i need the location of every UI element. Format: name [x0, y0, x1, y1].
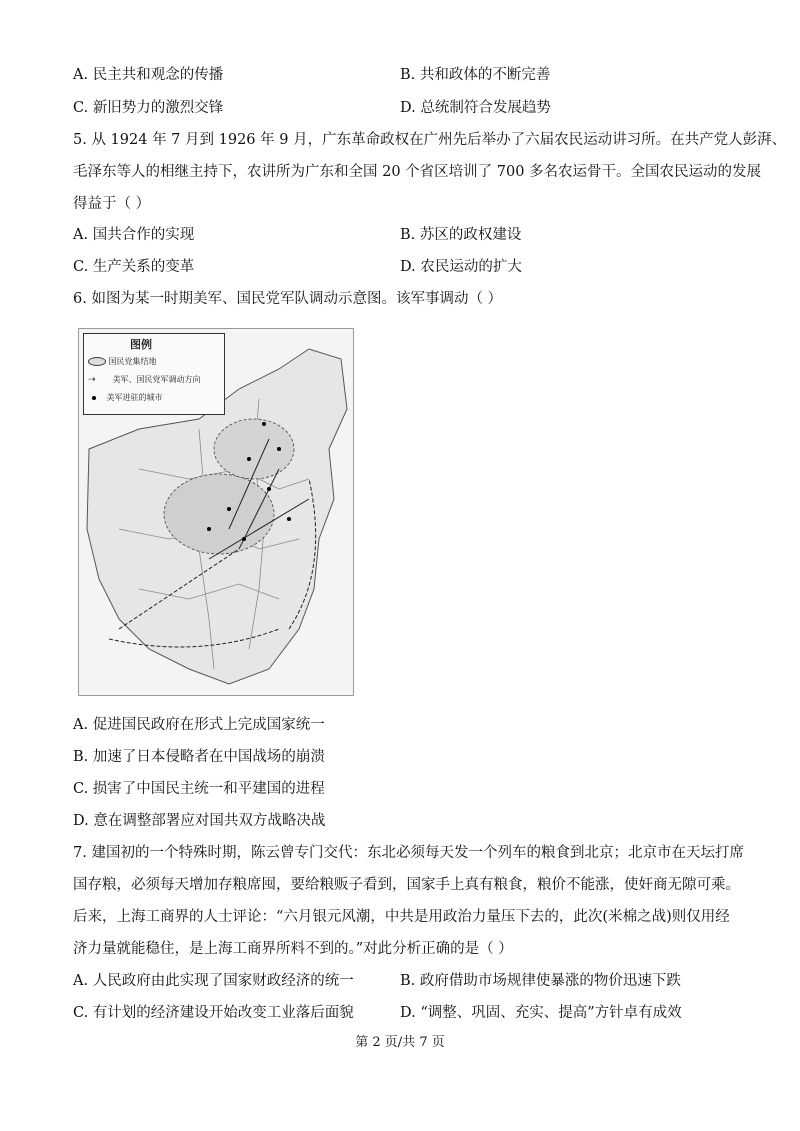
q4-option-a: A. 民主共和观念的传播	[73, 67, 224, 83]
q5-stem-line-1: 5. 从 1924 年 7 月到 1926 年 9 月，广东革命政权在广州先后举办了六届农民运动讲习所。在共产党人彭湃、	[73, 132, 787, 148]
city-dot-icon	[92, 396, 96, 400]
q6-option-c: C. 损害了中国民主统一和平建国的进程	[73, 781, 325, 797]
q5-stem-line-3: 得益于（ ）	[73, 196, 151, 212]
legend-title: 图例	[130, 338, 152, 351]
q5-option-b: B. 苏区的政权建设	[400, 227, 522, 243]
q5-option-a: A. 国共合作的实现	[73, 227, 195, 243]
q7-stem-line-2: 国存粮，必须每天增加存粮席囤，要给粮贩子看到，国家手上真有粮食，粮价不能涨，使奸商无隙可乘。	[73, 877, 740, 893]
q7-option-d: D. “调整、巩固、充实、提高”方针卓有成效	[400, 1005, 682, 1021]
q5-option-d: D. 农民运动的扩大	[400, 259, 522, 275]
gathering-zone-icon	[88, 357, 106, 366]
legend-item-label: 国民党集结地	[108, 357, 157, 366]
q6-option-d: D. 意在调整部署应对国共双方战略决战	[73, 813, 326, 829]
legend-item-gathering	[88, 356, 157, 367]
page-footer: 第 2 页/共 7 页	[355, 1035, 445, 1050]
q6-stem: 6. 如图为某一时期美军、国民党军队调动示意图。该军事调动（ ）	[73, 291, 503, 307]
q4-option-d: D. 总统制符合发展趋势	[400, 100, 551, 116]
q7-option-a: A. 人民政府由此实现了国家财政经济的统一	[73, 973, 354, 989]
military-map	[78, 328, 354, 696]
q6-option-b: B. 加速了日本侵略者在中国战场的崩溃	[73, 749, 325, 765]
q7-stem-line-3: 后来，上海工商界的人士评论：“六月银元风潮，中共是用政治力量压下去的，此次(米棉之战)则仅用经	[73, 909, 730, 925]
q4-option-b: B. 共和政体的不断完善	[400, 67, 551, 83]
map-legend	[83, 333, 225, 415]
q7-stem-line-4: 济力量就能稳住，是上海工商界所料不到的。”对此分析正确的是（ ）	[73, 941, 513, 957]
q5-option-c: C. 生产关系的变革	[73, 259, 195, 275]
q5-stem-line-2: 毛泽东等人的相继主持下，农讲所为广东和全国 20 个省区培训了 700 多名农运骨干。全国农民运动的发展	[73, 164, 762, 180]
q7-option-c: C. 有计划的经济建设开始改变工业落后面貌	[73, 1005, 354, 1021]
legend-item-label: 美军进驻的城市	[106, 393, 163, 402]
movement-arrow-icon: ⇢	[88, 374, 96, 385]
q6-option-a: A. 促进国民政府在形式上完成国家统一	[73, 717, 325, 733]
q7-option-b: B. 政府借助市场规律使暴涨的物价迅速下跌	[400, 973, 681, 989]
legend-item-movement	[88, 374, 201, 385]
q7-stem-line-1: 7. 建国初的一个特殊时期，陈云曾专门交代：东北必须每天发一个列车的粮食到北京；北京市在天坛打席	[73, 845, 744, 861]
q4-option-c: C. 新旧势力的激烈交锋	[73, 100, 224, 116]
legend-item-label: 美军、国民党军调动方向	[112, 375, 201, 384]
legend-item-city	[88, 392, 163, 403]
